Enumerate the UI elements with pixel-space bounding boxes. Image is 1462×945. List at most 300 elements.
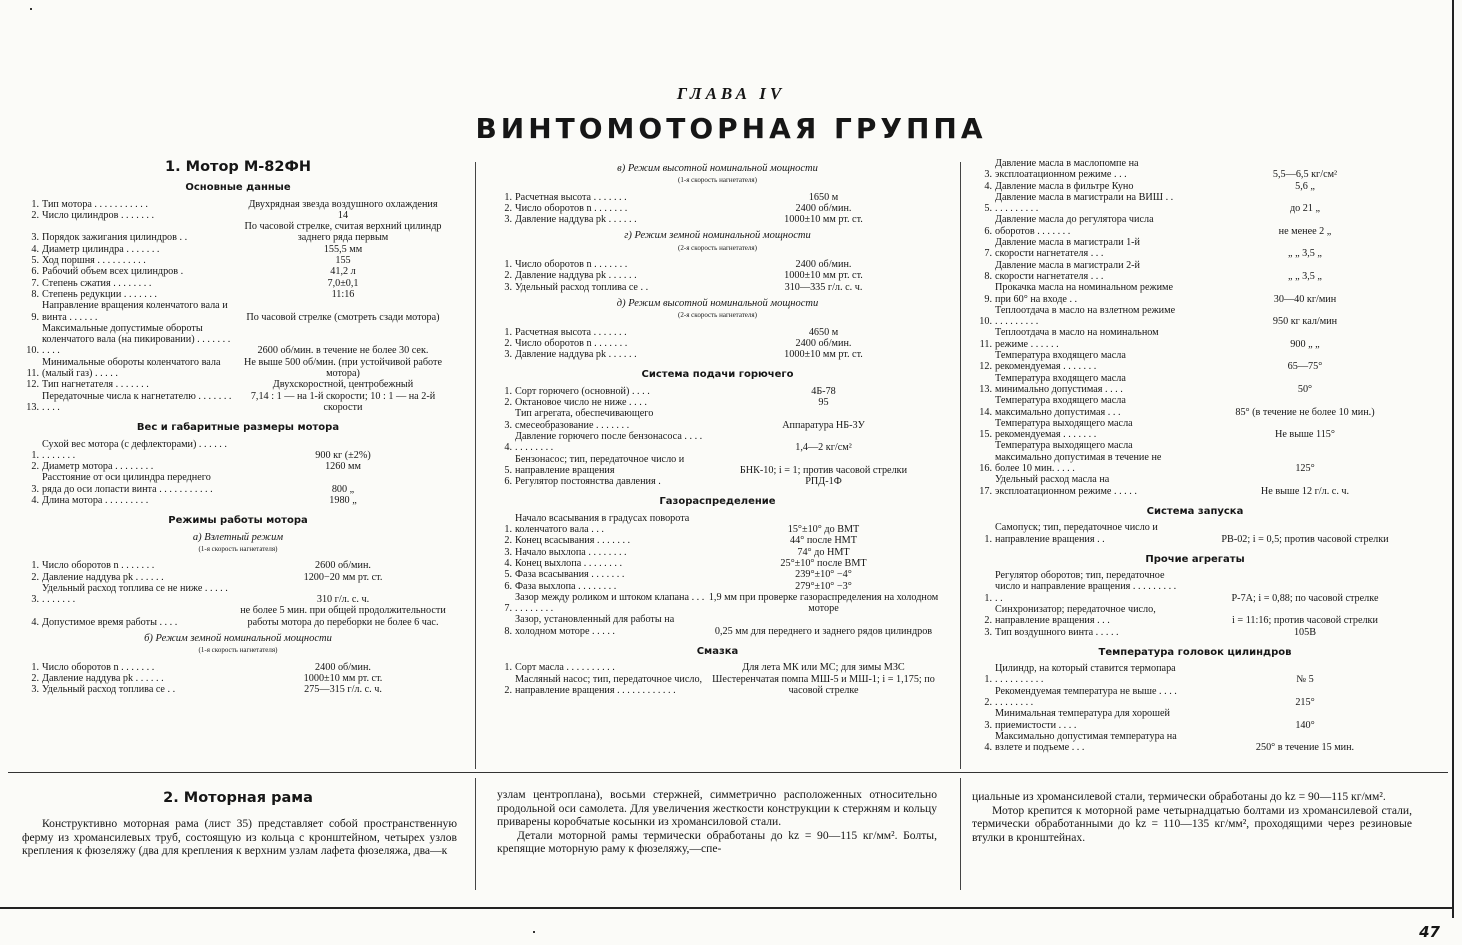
spec-value: 1200−20 мм рт. ст. <box>303 571 383 583</box>
spec-row <box>22 583 454 606</box>
spec-number: 1. <box>504 524 512 536</box>
page-number: 47 <box>1419 923 1440 941</box>
print-speck <box>533 931 535 933</box>
spec-list-oil-cont <box>975 158 1415 497</box>
spec-label: Передаточные числа к нагнетателю . . . . . . . . . . . <box>42 390 232 413</box>
spec-row <box>975 260 1415 283</box>
spec-value: БНК-10; i = 1; против часовой стрелки <box>739 464 908 476</box>
rama-text-col2 <box>497 788 937 856</box>
spec-row <box>495 674 940 697</box>
spec-number: 7. <box>31 277 39 289</box>
section-title-motor: 1. Мотор М-82ФН <box>165 159 311 175</box>
spec-value: Не выше 115° <box>1275 429 1335 441</box>
rama-paragraph: циальные из хромансилевой стали, термически обработаны до kz = 90—115 кг/мм². <box>972 790 1386 803</box>
subsection-title-basic: Основные данные <box>185 182 291 194</box>
spec-value: Не выше 12 г/л. с. ч. <box>1260 485 1350 497</box>
spec-list-heads <box>975 663 1415 753</box>
spec-row <box>495 397 940 408</box>
spec-number: 1. <box>31 198 39 210</box>
spec-value: 900 кг (±2%) <box>315 449 371 461</box>
spec-number: 2. <box>984 615 992 627</box>
spec-row <box>495 454 940 477</box>
spec-number: 2. <box>984 697 992 709</box>
spec-number: 11. <box>26 368 39 380</box>
spec-number: 5. <box>984 203 992 215</box>
spec-row <box>22 560 454 571</box>
spec-number: 5. <box>504 464 512 476</box>
spec-number: 1. <box>504 259 512 271</box>
spec-number: 5. <box>504 569 512 581</box>
mode-g-note: (2-я скорость нагнетателя) <box>678 243 757 252</box>
spec-value: 1000±10 мм рт. ст. <box>303 672 383 684</box>
spec-row <box>22 391 454 414</box>
spec-number: 3. <box>31 483 39 495</box>
spec-value: 275—315 г/л. с. ч. <box>304 684 382 696</box>
spec-number: 3. <box>984 719 992 731</box>
spec-list-mode-d <box>495 327 940 361</box>
spec-row <box>495 662 940 673</box>
spec-label: Начало всасывания в градусах поворота коленчатого вала . . . <box>515 512 690 536</box>
spec-number: 14. <box>979 406 992 418</box>
subsection-title-modes: Режимы работы мотора <box>168 515 308 527</box>
chapter-title: ВИНТОМОТОРНАЯ ГРУППА <box>475 112 987 145</box>
spec-number: 3. <box>31 594 39 606</box>
spec-row <box>495 431 940 454</box>
column-1 <box>22 158 454 695</box>
spec-value: 800 „ <box>331 483 355 495</box>
spec-row <box>22 495 454 506</box>
spec-label: Зазор, установленный для работы на холодном моторе . . . . . <box>515 614 675 637</box>
spec-row <box>975 418 1415 441</box>
spec-row <box>975 731 1415 754</box>
spec-value: не менее 2 „ <box>1278 225 1332 237</box>
spec-row <box>975 395 1415 418</box>
spec-label: Регулятор постоянства давления . <box>515 476 661 488</box>
spec-number: 12. <box>26 379 39 391</box>
spec-row <box>22 255 454 266</box>
spec-label: Число оборотов n . . . . . . . <box>42 560 155 572</box>
column-3 <box>975 158 1415 754</box>
spec-row <box>495 259 940 270</box>
spec-row <box>975 282 1415 305</box>
spec-label: Фаза выхлопа . . . . . . . . <box>515 580 617 592</box>
spec-number: 4. <box>504 557 512 569</box>
spec-label: Диаметр мотора . . . . . . . . <box>42 461 154 473</box>
spec-label: Фаза всасывания . . . . . . . <box>515 569 625 581</box>
spec-value: 7,0±0,1 <box>327 277 359 289</box>
spec-number: 13. <box>26 401 39 413</box>
spec-value: 2400 об/мин. <box>315 661 371 673</box>
spec-label: Масляный насос; тип, передаточное число, направление вращения . . . . . . . . . . . . <box>515 673 703 696</box>
column-separator <box>960 162 961 769</box>
spec-value: 2400 об/мин. <box>795 259 852 271</box>
spec-row <box>495 338 940 349</box>
spec-row <box>975 522 1415 545</box>
spec-value: 2400 об/мин. <box>795 337 852 349</box>
spec-number: 1. <box>984 592 992 604</box>
subsection-title-oil: Смазка <box>696 645 739 657</box>
spec-label: Удельный расход топлива ce . . <box>42 684 176 696</box>
mode-d-note: (2-я скорость нагнетателя) <box>678 311 757 320</box>
spec-row <box>495 614 940 637</box>
spec-label: Расчетная высота . . . . . . . <box>515 191 627 203</box>
spec-row <box>495 513 940 536</box>
spec-row <box>975 686 1415 709</box>
spec-label: Тип нагнетателя . . . . . . . <box>42 379 149 391</box>
spec-row <box>495 408 940 431</box>
spec-number: 2. <box>31 461 39 473</box>
spec-row <box>495 476 940 487</box>
spec-label: Температура выходящего масла максимально допустимая в течение не более 10 мин. . . . . <box>995 440 1162 475</box>
spec-label: Число оборотов n . . . . . . . <box>515 259 628 271</box>
spec-list-gas <box>495 513 940 637</box>
spec-list-mode-a <box>22 560 454 628</box>
spec-value: 155,5 мм <box>323 243 363 255</box>
spec-value: 155 <box>335 255 351 267</box>
spec-value: 85° (в течение не более 10 мин.) <box>1235 406 1375 418</box>
spec-value: 1,9 мм при проверке газораспределения на холодном моторе <box>708 591 939 615</box>
chapter-label: ГЛАВА IV <box>676 84 786 103</box>
spec-row <box>22 673 454 684</box>
spec-row <box>495 592 940 615</box>
spec-number: 3. <box>31 232 39 244</box>
spec-value: 0,25 мм для переднего и заднего рядов цилиндров <box>714 625 933 637</box>
spec-row <box>975 663 1415 686</box>
section-separator <box>8 772 1448 773</box>
spec-label: Максимально допустимая температура на взлете и подъеме . . . <box>995 730 1177 754</box>
section-title-rama: 2. Моторная рама <box>163 790 313 806</box>
spec-label: Тип воздушного винта . . . . . <box>995 626 1119 638</box>
mode-v-note: (1-я скорость нагнетателя) <box>678 176 757 185</box>
subsection-title-heads: Температура головок цилиндров <box>1098 646 1292 658</box>
spec-value: 95 <box>818 397 829 409</box>
spec-label: Температура входящего масла максимально допустимая . . . <box>995 395 1126 418</box>
spec-value: Для лета МК или МС; для зимы МЗС <box>742 662 905 674</box>
spec-number: 1. <box>504 385 512 397</box>
spec-row <box>22 357 454 380</box>
spec-value: 215° <box>1295 697 1315 709</box>
spec-number: 11. <box>979 338 992 350</box>
spec-label: Порядок зажигания цилиндров . . <box>42 232 188 244</box>
spec-number: 9. <box>31 311 39 323</box>
spec-label: Допустимое время работы . . . . <box>42 616 178 628</box>
spec-value: „ „ 3,5 „ <box>1288 270 1322 282</box>
spec-value: 950 кг кал/мин <box>1272 316 1338 328</box>
spec-label: Самопуск; тип, передаточное число и направление вращения . . <box>995 522 1158 545</box>
spec-number: 7. <box>504 603 512 615</box>
subsection-title-other: Прочие агрегаты <box>1145 553 1245 565</box>
spec-value: 5,5—6,5 кг/см² <box>1272 169 1338 181</box>
spec-row <box>495 349 940 360</box>
spec-label: Давление горючего после бензонасоса . . . . . . . . . . . . <box>515 430 703 454</box>
spec-value: 44° после НМТ <box>790 535 857 547</box>
spec-label: Давление масла до регулятора числа оборотов . . . . . . . <box>995 214 1154 237</box>
spec-row <box>495 558 940 569</box>
spec-value: не более 5 мин. при общей продолжительности работы мотора до переборки не более 6 час. <box>240 605 446 628</box>
spec-number: 2. <box>504 684 512 696</box>
spec-label: Давление масла в маслопомпе на эксплоатационном режиме . . . <box>995 158 1139 181</box>
spec-number: 4. <box>984 742 992 754</box>
spec-value: 14 <box>337 209 349 221</box>
spec-number: 7. <box>984 248 992 260</box>
spec-label: Длина мотора . . . . . . . . . <box>42 495 149 507</box>
spec-value: № 5 <box>1296 674 1314 686</box>
spec-row <box>975 570 1415 604</box>
spec-value: 65—75° <box>1287 361 1323 373</box>
spec-label: Октановое число не ниже . . . . <box>515 397 647 409</box>
rama-paragraph: узлам центроплана), восьми стержней, симметрично расположенных относительно продольной оси самолета. Для увеличения жесткости конструкции к стержням и кольцу приварены коробчатые косынки из хромансиловой стали. <box>497 788 937 829</box>
spec-label: Расчетная высота . . . . . . . <box>515 326 627 338</box>
spec-number: 5. <box>31 255 39 267</box>
spec-row <box>975 327 1415 350</box>
spec-label: Число оборотов n . . . . . . . <box>515 202 628 214</box>
spec-value: 125° <box>1295 463 1315 475</box>
spec-number: 10. <box>979 316 992 328</box>
mode-b-title: б) Режим земной номинальной мощности <box>144 632 332 644</box>
spec-label: Давление наддува pk . . . . . . <box>42 571 164 583</box>
spec-number: 1. <box>31 560 39 572</box>
spec-value: 1,4—2 кг/см² <box>795 442 852 454</box>
spec-row <box>22 472 454 495</box>
spec-number: 4. <box>31 495 39 507</box>
spec-value: 41,2 л <box>330 266 356 278</box>
spec-list-basic <box>22 199 454 414</box>
spec-value: Двухскоростной, центробежный <box>272 379 414 391</box>
spec-value: 50° <box>1297 383 1313 395</box>
spec-value: 15°±10° до ВМТ <box>787 524 860 536</box>
spec-number: 1. <box>984 533 992 545</box>
spec-row <box>975 192 1415 215</box>
spec-value: 4650 м <box>808 326 839 338</box>
spec-value: 140° <box>1295 719 1315 731</box>
spec-label: Температура выходящего масла рекомендуемая . . . . . . . <box>995 417 1133 441</box>
spec-label: Начало выхлопа . . . . . . . . <box>515 546 627 558</box>
spec-list-mode-b <box>22 662 454 696</box>
spec-number: 3. <box>504 349 512 361</box>
spec-label: Сухой вес мотора (с дефлекторами) . . . . . . . . . . . . . <box>42 438 227 461</box>
spec-number: 12. <box>979 361 992 373</box>
mode-v-title: в) Режим высотной номинальной мощности <box>617 163 818 174</box>
spec-number: 1. <box>984 674 992 686</box>
spec-value: 310—335 г/л. с. ч. <box>784 281 863 293</box>
spec-value: 74° до НМТ <box>797 546 850 558</box>
spec-value: 2600 об/мин. в течение не более 30 сек. <box>257 345 429 357</box>
spec-value: Аппаратура НБ-3У <box>782 419 865 431</box>
spec-row <box>975 708 1415 731</box>
spec-label: Давление масла в магистрали 2-й скорости нагнетателя . . . <box>995 259 1141 282</box>
spec-row <box>975 440 1415 474</box>
spec-number: 8. <box>984 270 992 282</box>
spec-number: 2. <box>504 337 512 349</box>
spec-number: 3. <box>504 281 512 293</box>
spec-label: Прокачка масла на номинальном режиме при 60° на входе . . <box>995 282 1173 305</box>
spec-number: 1. <box>504 662 512 674</box>
spec-label: Тип агрегата, обеспечивающего смесеобразование . . . . . . . <box>515 408 654 431</box>
spec-label: Давление наддува pk . . . . . . <box>515 270 637 282</box>
spec-row <box>495 203 940 214</box>
spec-value: 7,14 : 1 — на 1-й скорости; 10 : 1 — на 2-й скорости <box>250 390 436 413</box>
spec-number: 13. <box>979 383 992 395</box>
spec-label: Конец всасывания . . . . . . . <box>515 535 631 547</box>
spec-label: Регулятор оборотов; тип, передаточное число и направление вращения . . . . . . . . . . . <box>995 570 1177 604</box>
spec-label: Число оборотов n . . . . . . . <box>515 337 628 349</box>
spec-label: Бензонасос; тип, передаточное число и направление вращения <box>515 453 685 476</box>
spec-list-oil <box>495 662 940 696</box>
spec-value: 1260 мм <box>325 461 361 473</box>
spec-row <box>975 158 1415 181</box>
spec-value: Не выше 500 об/мин. (при устойчивой работе мотора) <box>244 356 442 380</box>
spec-label: Рабочий объем всех цилиндров . <box>42 266 184 278</box>
spec-value: 310 г/л. с. ч. <box>316 594 370 606</box>
spec-value: „ „ 3,5 „ <box>1288 248 1322 260</box>
spec-list-mode-g <box>495 259 940 293</box>
spec-value: По часовой стрелке, считая верхний цилиндр заднего ряда первым <box>244 221 442 244</box>
spec-row <box>22 221 454 244</box>
mode-b-note: (1-я скорость нагнетателя) <box>198 646 278 655</box>
spec-row <box>975 350 1415 373</box>
spec-value: Двухрядная звезда воздушного охлаждения <box>248 198 438 210</box>
spec-number: 3. <box>504 214 512 226</box>
spec-row <box>495 282 940 293</box>
spec-value: 1650 м <box>808 191 839 203</box>
spec-row <box>22 461 454 472</box>
spec-row <box>975 214 1415 237</box>
spec-value: 1980 „ <box>329 495 357 507</box>
spec-value: 1000±10 мм рт. ст. <box>784 270 863 282</box>
spec-number: 6. <box>31 266 39 278</box>
spec-value: Р-7А; i = 0,88; по часовой стрелке <box>1231 592 1379 604</box>
spec-label: Цилиндр, на который ставится термопара . . . . . . . . . . <box>995 663 1176 686</box>
spec-row <box>22 266 454 277</box>
spec-number: 3. <box>984 169 992 181</box>
mode-g-title: г) Режим земной номинальной мощности <box>624 230 811 242</box>
spec-number: 2. <box>504 202 512 214</box>
spec-row <box>495 214 940 225</box>
spec-label: Степень сжатия . . . . . . . . <box>42 277 152 289</box>
spec-row <box>975 373 1415 396</box>
spec-number: 2. <box>504 535 512 547</box>
spec-value: 4Б-78 <box>811 385 836 397</box>
spec-row <box>22 244 454 255</box>
spec-number: 6. <box>984 225 992 237</box>
spec-label: Давление наддува pk . . . . . . <box>42 672 164 684</box>
spec-number: 9. <box>984 293 992 305</box>
spec-label: Расстояние от оси цилиндра переднего ряда до оси лопасти винта . . . . . . . . . . . <box>42 472 213 495</box>
spec-list-other <box>975 570 1415 638</box>
spec-number: 4. <box>984 180 992 192</box>
spec-number: 1. <box>31 661 39 673</box>
spec-list-start <box>975 522 1415 545</box>
spec-label: Сорт горючего (основной) . . . . <box>515 385 650 397</box>
spec-label: Сорт масла . . . . . . . . . . <box>515 662 615 674</box>
spec-label: Число цилиндров . . . . . . . <box>42 209 155 221</box>
spec-row <box>975 181 1415 192</box>
rama-paragraph: Детали моторной рамы термически обработаны до kz = 90—115 кг/мм². Болты, крепящие моторную раму к фюзеляжу,—спе- <box>497 828 937 856</box>
print-speck <box>30 8 32 10</box>
spec-label: Удельный расход масла на эксплоатационном режиме . . . . . <box>995 474 1137 497</box>
spec-label: Направление вращения коленчатого вала и винта . . . . . . <box>42 300 228 323</box>
spec-number: 4. <box>31 243 39 255</box>
column-separator <box>475 162 476 769</box>
spec-label: Минимальные обороты коленчатого вала (малый газ) . . . . . <box>42 356 221 380</box>
mode-a-note: (1-я скорость нагнетателя) <box>198 544 278 553</box>
spec-value: 900 „ „ <box>1290 338 1320 350</box>
spec-number: 8. <box>31 288 39 300</box>
subsection-title-gas: Газораспределение <box>659 496 776 508</box>
spec-value: РПД-1Ф <box>805 476 842 488</box>
spec-label: Удельный расход топлива ce . . <box>515 281 649 293</box>
spec-number: 3. <box>504 419 512 431</box>
spec-label: Давление наддува pk . . . . . . <box>515 349 637 361</box>
spec-row <box>495 386 940 397</box>
spec-row <box>975 305 1415 328</box>
spec-label: Удельный расход топлива ce не ниже . . . . . . . . . . . . <box>42 582 228 606</box>
spec-label: Минимальная температура для хорошей приемистости . . . . <box>995 708 1170 731</box>
rama-text-col1 <box>22 817 457 858</box>
spec-number: 3. <box>984 626 992 638</box>
spec-label: Теплоотдача в масло на номинальном режиме . . . . . . <box>995 327 1159 350</box>
page-border-bottom <box>0 907 1454 909</box>
spec-row <box>495 547 940 558</box>
column-2 <box>495 158 940 696</box>
column-separator <box>475 778 476 890</box>
spec-row <box>495 192 940 203</box>
spec-value: 30—40 кг/мин <box>1273 293 1337 305</box>
spec-value: 105В <box>1293 626 1317 638</box>
spec-label: Давление масла в магистрали на ВИШ . . . . . . . . . . . <box>995 191 1174 215</box>
spec-row <box>22 684 454 695</box>
spec-row <box>22 323 454 357</box>
mode-d-title: д) Режим высотной номинальной мощности <box>616 297 819 309</box>
spec-row <box>22 572 454 583</box>
spec-number: 1. <box>31 449 39 461</box>
spec-number: 2. <box>504 270 512 282</box>
spec-value: 25°±10° после ВМТ <box>780 557 867 569</box>
spec-label: Зазор между роликом и штоком клапана . . . . . . . . . . . <box>515 591 705 615</box>
spec-number: 3. <box>31 684 39 696</box>
spec-row <box>22 210 454 221</box>
spec-value: Шестеренчатая помпа МШ-5 и МШ-1; i = 1,175; по часовой стрелке <box>712 673 935 696</box>
spec-label: Температура входящего масла рекомендуемая . . . . . . . <box>995 350 1126 373</box>
spec-value: 250° в течение 15 мин. <box>1255 742 1355 754</box>
spec-label: Температура входящего масла минимально допустимая . . . . <box>995 372 1126 395</box>
spec-row <box>495 581 940 592</box>
spec-number: 6. <box>504 580 512 592</box>
spec-value: 1000±10 мм рт. ст. <box>784 214 863 226</box>
spec-list-fuel <box>495 386 940 488</box>
spec-label: Рекомендуемая температура не выше . . . . . . . . . . . . <box>995 685 1177 709</box>
spec-number: 4. <box>504 442 512 454</box>
spec-value: РВ-02; i = 0,5; против часовой стрелки <box>1221 533 1389 545</box>
spec-row <box>495 569 940 580</box>
spec-number: 6. <box>504 476 512 488</box>
spec-row <box>22 278 454 289</box>
spec-number: 16. <box>979 463 992 475</box>
spec-number: 3. <box>504 546 512 558</box>
spec-number: 10. <box>26 345 39 357</box>
spec-row <box>22 605 454 628</box>
spec-row <box>975 627 1415 638</box>
spec-number: 1. <box>504 326 512 338</box>
spec-number: 2. <box>504 397 512 409</box>
spec-label: Максимальные допустимые обороты коленчатого вала (на пикировании) . . . . . . . . . . . <box>42 322 231 357</box>
spec-value: до 21 „ <box>1289 203 1321 215</box>
spec-value: 2600 об/мин. <box>315 560 371 572</box>
spec-number: 17. <box>979 485 992 497</box>
subsection-title-weight: Вес и габаритные размеры мотора <box>136 422 340 434</box>
spec-row <box>22 662 454 673</box>
spec-label: Теплоотдача в масло на взлетном режиме . . . . . . . . . <box>995 304 1176 328</box>
